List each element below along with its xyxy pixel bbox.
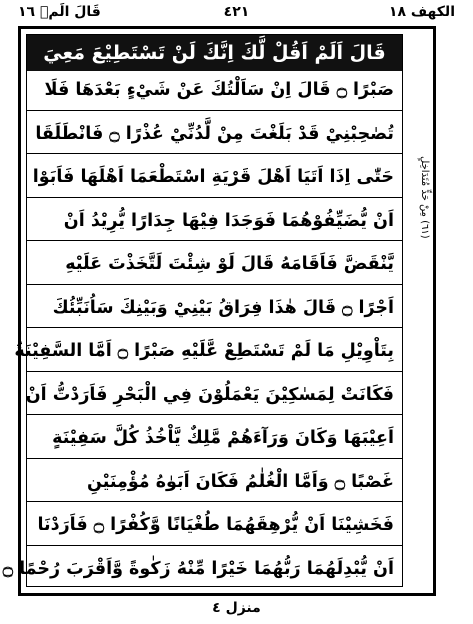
verse-line: بِتَاْوِيْلِ مَا لَمْ تَسْتَطِعْ عَّلَيْهِ صَبْرًا ۝ اَمَّا السَّفِيْنَةُ [27,332,402,372]
page-number: ٤٢١ [223,4,250,20]
margin-note: (٦١) مِنْ حَدٍّ مُتَدَاخِلٍ [419,156,430,239]
verse-line: يَّنْقَضَّ فَاَقَامَهُ قَالَ لَوْ شِئْتَ لَتَّخَذْتَ عَلَيْهِ [27,245,402,285]
verse-line: صَبْرًا ۝ قَالَ اِنْ سَاَلْتُكَ عَنْ شَيْءٍ بَعْدَهَا فَلَا [27,71,402,111]
verse-line: فَخَشِيْنَا اَنْ يُّرْهِقَهُمَا طُغْيَانًا وَّكُفْرًا ۝ فَاَرَدْنَا [27,506,402,546]
page-frame [2,26,436,596]
verse-line: اَجْرًا ۝ قَالَ هٰذَا فِرَاقُ بَيْنِيْ وَبَيْنِكَ سَاُنَبِّئُكَ [27,289,402,329]
verse-line: اَعِيْبَهَا وَكَانَ وَرَآءَهُمْ مَّلِكٌ يَّاْخُذُ كُلَّ سَفِيْنَةٍ [27,419,402,459]
verse-lines [2,71,402,586]
page-header [18,4,455,26]
verse-line: غَصْبًا ۝ وَاَمَّا الْغُلٰمُ فَكَانَ اَبَوٰهُ مُؤْمِنَيْنِ [27,463,402,503]
verse-line: اَنْ يُّبْدِلَهُمَا رَبُّهُمَا خَيْرًا مِّنْهُ زَكٰوةً وَّاَقْرَبَ رُحْمًا ۝ [2,559,394,580]
verse-header-band: قَالَ اَلَمْ اَقُلْ لَّكَ اِنَّكَ لَنْ تَسْتَطِيْعَ مَعِيَ [27,35,402,71]
verse-line: اَنْ يُّضَيِّفُوْهُمَا فَوَجَدَا فِيْهَا جِدَارًا يُّرِيْدُ اَنْ [27,202,402,242]
verse-line: فَكَانَتْ لِمَسٰكِيْنَ يَعْمَلُوْنَ فِي الْبَحْرِ فَاَرَدْتُّ اَنْ [27,376,402,416]
verse-line: تُصٰحِبْنِيْ قَدْ بَلَغْتَ مِنْ لَّدُنِّيْ عُذْرًا ۝ فَانْطَلَقَا [27,115,402,155]
text-area [2,34,403,587]
surah-name: الكهف ١٨ [388,4,455,20]
juz-name: قَالَ الَمۡ ١٦ [18,4,101,20]
manzil-footer: منزل ٤ [212,600,261,616]
verse-line: حَتّٰى اِذَا اَتَيَا اَهْلَ قَرْيَةِ اسْتَطْعَمَا اَهْلَهَا فَاَبَوْا [27,158,402,198]
